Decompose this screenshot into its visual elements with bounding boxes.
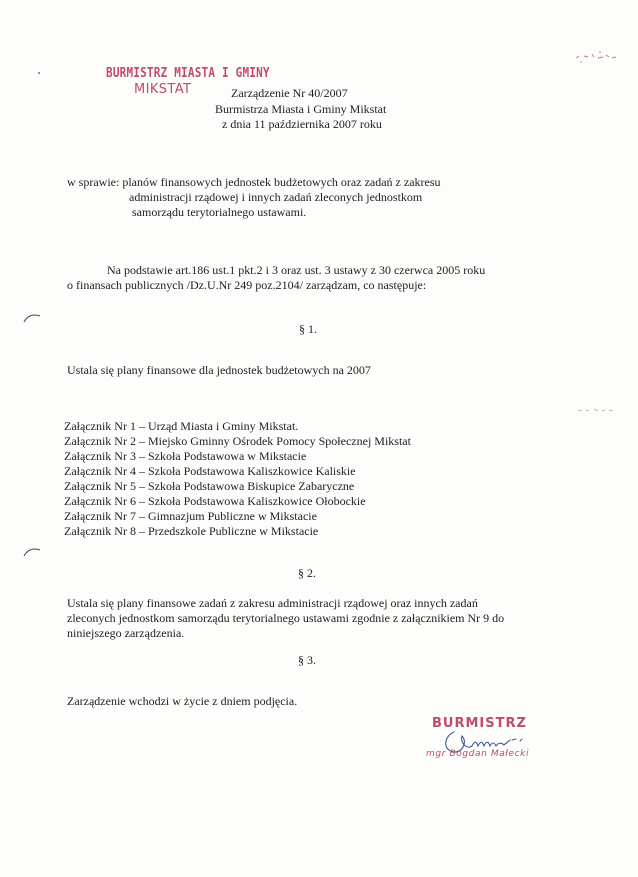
- attachment-item: Załącznik Nr 6 – Szkoła Podstawowa Kaliszkowice Ołobockie: [64, 494, 366, 508]
- section-2-line-1: Ustala się plany finansowe zadań z zakresu administracji rządowej oraz innych zadań: [67, 596, 478, 610]
- attachment-item: Załącznik Nr 3 – Szkoła Podstawowa w Mikstacie: [64, 449, 307, 463]
- section-3-text: Zarządzenie wchodzi w życie z dniem podjęcia.: [67, 694, 298, 708]
- attachment-item: Załącznik Nr 4 – Szkoła Podstawowa Kaliszkowice Kaliskie: [64, 464, 356, 478]
- legal-basis-line-1: Na podstawie art.186 ust.1 pkt.2 i 3 oraz ust. 3 ustawy z 30 czerwca 2005 roku: [107, 263, 486, 277]
- signature-stamp-name: mgr Bogdan Małecki: [426, 749, 530, 759]
- section-2-line-3: niniejszego zarządzenia.: [67, 626, 185, 640]
- document-issuer: Burmistrza Miasta i Gminy Mikstat: [215, 102, 387, 116]
- scan-noise-mark-icon: [574, 404, 618, 416]
- punch-hole-mark-icon: [22, 312, 42, 324]
- subject-line-1: w sprawie: planów finansowych jednostek budżetowych oraz zadań z zakresu: [67, 175, 441, 189]
- attachment-item: Załącznik Nr 2 – Miejsko Gminny Ośrodek Pomocy Społecznej Mikstat: [64, 434, 411, 448]
- section-1-text: Ustala się plany finansowe dla jednostek budżetowych na 2007: [67, 363, 371, 377]
- document-title: Zarządzenie Nr 40/2007: [231, 86, 348, 100]
- document-date: z dnia 11 października 2007 roku: [222, 117, 382, 131]
- punch-hole-mark-icon: [22, 546, 42, 558]
- legal-basis-line-2: o finansach publicznych /Dz.U.Nr 249 poz.2104/ zarządzam, co następuje:: [67, 278, 427, 292]
- scan-noise-mark-icon: [570, 46, 620, 68]
- section-2-line-2: zleconych jednostkom samorządu terytorialnego ustawami zgodnie z załącznikiem Nr 9 do: [67, 611, 505, 625]
- attachment-item: Załącznik Nr 8 – Przedszkole Publiczne w Mikstacie: [64, 524, 319, 538]
- attachment-item: Załącznik Nr 5 – Szkoła Podstawowa Biskupice Zabaryczne: [64, 479, 355, 493]
- section-2-heading: § 2.: [298, 566, 316, 580]
- stamp-office-name: BURMISTRZ MIASTA I GMINY: [106, 65, 270, 81]
- attachment-item: Załącznik Nr 1 – Urząd Miasta i Gminy Mikstat.: [64, 419, 299, 433]
- section-1-heading: § 1.: [299, 322, 317, 336]
- signature-stamp-title: BURMISTRZ: [432, 716, 527, 731]
- subject-line-2: administracji rządowej i innych zadań zleconych jednostkom: [129, 190, 423, 204]
- section-3-heading: § 3.: [298, 653, 316, 667]
- attachment-item: Załącznik Nr 7 – Gimnazjum Publiczne w Mikstacie: [64, 509, 317, 523]
- subject-line-3: samorządu terytorialnego ustawami.: [132, 205, 307, 219]
- stamp-town-name: MIKSTAT: [134, 82, 192, 97]
- scan-dot-mark-icon: [36, 70, 42, 76]
